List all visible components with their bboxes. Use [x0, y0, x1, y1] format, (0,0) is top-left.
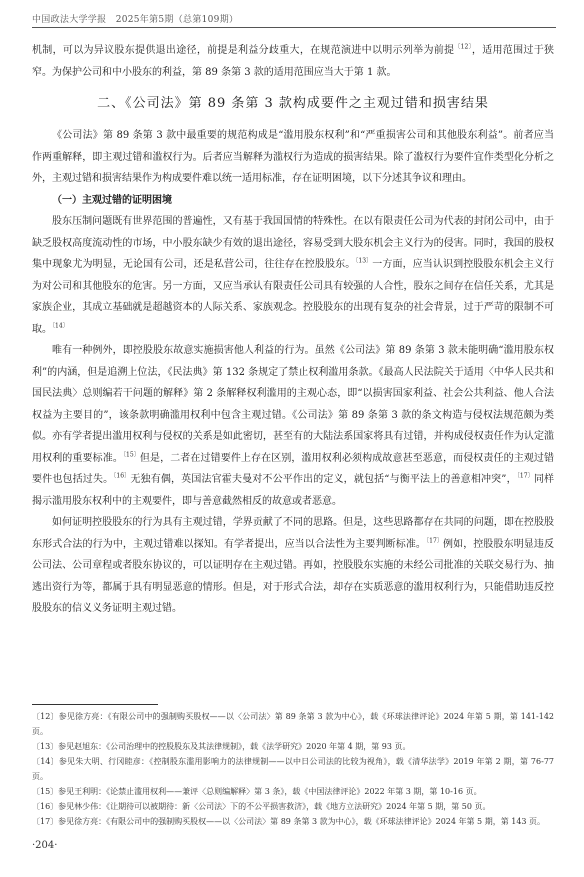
footnote: 〔13〕参见赵旭东：《公司治理中的控股股东及其法律规制》，载《法学研究》2020 年第 4 期，第 93 页。 [32, 742, 411, 751]
footnote-rule [32, 704, 158, 705]
text-run: 一方面，应当认识到控股股东机会主义行为对公司和其他股东的危害。另一方面，又应当承认有限责任公司具有较强的人合性，股东之间存在信任关系，尤其是家族企业，其成立基础就是超越资本的人际关系、家族观念。控股股东的出现有复杂的社会背景，过于严苛的限制不可取。 [32, 259, 555, 335]
paragraph [32, 211, 554, 340]
paragraph [32, 340, 554, 512]
subsection-title: （一）主观过错的证明困境 [52, 194, 172, 206]
text-run: 无独有偶，英国法官霍夫曼对不公平作出的定义，就包括“与衡平法上的善意相冲突”， [130, 474, 517, 485]
text-run: 唯有一种例外，即控股股东故意实施损害他人利益的行为。虽然《公司法》第 89 条第 3 款未能明确“滥用股东权利”的内涵，但是追溯上位法，《民法典》第 132 条规定了禁止权利滥用条款。《最高人民法院关于适用〈中华人民共和国民法典〉总则编若干问题的解释》第 2 条解释权利滥用的主观心态，即“以损害国家利益、社会公共利益、他人合法权益为主要目的”，该条款明确滥用权利中包含主观过错。《公司法》第 89 条第 3 款的条文构造与侵权法规范颇为类似。亦有学者提出滥用权利与侵权的关系是如此密切，甚至有的大陆法系国家将具有过错，并构成侵权责任作为认定滥用权利的重要标准。 [32, 345, 554, 464]
text-run: 股东压制问题既有世界范围的普遍性，又有基于我国国情的特殊性。在以有限责任公司为代表的封闭公司中，由于缺乏股权高度流动性的市场，中小股东缺少有效的退出途径，容易受到大股东机会主义行为的侵害。同时，我国的股权集中现象尤为明显，无论国有公司，还是私营公司，往往存在控股股东。 [32, 216, 554, 270]
header-rule [32, 27, 556, 28]
paragraph-continued [32, 40, 554, 83]
footnote: 〔15〕参见王利明：《论禁止滥用权利——兼评〈总则编解释〉第 3 条》，载《中国法律评论》2022 年第 3 期，第 10-16 页。 [32, 787, 482, 796]
text-run: 机制，可以为异议股东提供退出途径，前提是利益分歧重大，在规范演进中以明示列举为前提 [32, 45, 455, 56]
text-run: ，适用范围过于狭窄。为保护公司和中小股东的利益，第 89 条第 3 款的适用范围应当大于第 1 款。 [32, 45, 555, 78]
text-run: 但是，二者在过错要件上存在区别，滥用权利必须构成故意甚至恶意，而侵权责任的主观过错要件也包括过失。 [32, 452, 555, 485]
text-run: 如何证明控股股东的行为具有主观过错，学界贡献了不同的思路。但是，这些思路都存在共同的问题，即在控股股东形式合法的行为中，主观过错难以探知。有学者提出，应当以合法性为主要判断标准。 [32, 517, 554, 550]
footnote: 〔16〕参见林少伟：《让期待可以被期待：新〈公司法〉下的不公平损害救济》，载《地方立法研究》2024 年第 5 期，第 50 页。 [32, 802, 491, 811]
footnote-ref[interactable]: 〔14〕 [52, 322, 69, 330]
footnote-ref[interactable]: 〔16〕 [113, 472, 131, 480]
footnotes [32, 709, 554, 829]
footnote-ref[interactable]: 〔13〕 [355, 257, 373, 265]
paragraph [32, 512, 554, 620]
text-run: 同样揭示滥用股东权利中的主观要件，即与善意截然相反的故意或者恶意。 [32, 474, 555, 507]
footnote-ref[interactable]: 〔15〕 [122, 451, 140, 459]
paragraph: 《公司法》第 89 条第 3 款中最重要的规范构成是“滥用股东权利”和“严重损害公司和其他股东利益”。前者应当作两重解释，即主观过错和滥权行为。后者应当解释为滥权行为造成的损害结果。除了滥权行为要件宜作类型化分析之外，主观过错和损害结果作为构成要件难以统一适用标准，存在证明困境，以下分述其争议和理由。 [32, 130, 554, 184]
section-title: 二、《公司法》第 89 条第 3 款构成要件之主观过错和损害结果 [97, 96, 489, 111]
footnote: 〔14〕参见朱大明、行冈睦彦：《控制股东滥用影响力的法律规制——以中日公司法的比较为视角》，载《清华法学》2019 年第 2 期，第 76-77 页。 [32, 757, 554, 781]
footnote-ref[interactable]: 〔17〕 [516, 472, 534, 480]
text-run: 例如，控股股东明显违反公司法、公司章程或者股东协议的，可以证明存在主观过错。再如，控股股东实施的未经公司批准的关联交易行为、抽逃出资行为等，都属于具有明显恶意的情形。但是，对于形式合法，却存在实质恶意的滥用权利行为，只能借助违反控股股东的信义义务证明主观过错。 [32, 538, 555, 614]
footnote-ref[interactable]: 〔17〕 [426, 537, 443, 545]
page-number: ·204· [32, 840, 58, 851]
footnote: 〔12〕参见徐方亮：《有限公司中的强制购买股权——以〈公司法〉第 89 条第 3 款为中心》，载《环球法律评论》2024 年第 5 期，第 141-142 页。 [32, 712, 554, 736]
running-head: 中国政法大学学报 2025年第5期（总第109期） [32, 15, 239, 25]
body-text [32, 40, 554, 620]
footnote: 〔17〕参见徐方亮：《有限公司中的强制购买股权——以〈公司法〉第 89 条第 3 款为中心》，载《环球法律评论》2024 年第 5 期，第 143 页。 [32, 817, 546, 826]
footnote-ref[interactable]: 〔12〕 [454, 43, 472, 51]
